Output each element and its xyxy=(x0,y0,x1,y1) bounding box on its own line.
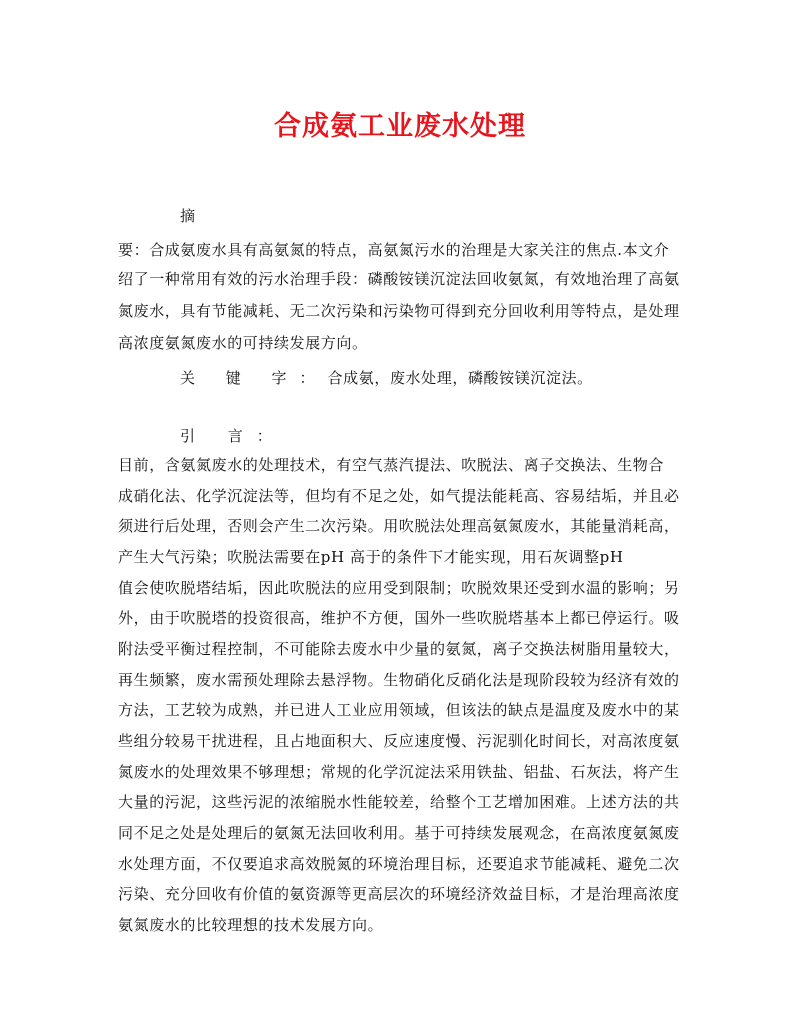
abstract-label: 摘 xyxy=(180,207,196,225)
abstract-line: 氮废水，具有节能减耗、无二次污染和污染物可得到充分回收利用等特点，是处理 xyxy=(118,302,680,320)
body-line: 大量的污泥，这些污泥的浓缩脱水性能较差，给整个工艺增加困难。上述方法的共 xyxy=(118,793,680,811)
body-line: 同不足之处是处理后的氨氮无法回收利用。基于可持续发展观念，在高浓度氨氮废 xyxy=(118,824,680,842)
body-line: 附法受平衡过程控制，不可能除去废水中少量的氨氮，离子交换法树脂用量较大， xyxy=(118,640,680,658)
abstract-line: 要：合成氨废水具有高氨氮的特点，高氨氮污水的治理是大家关注的焦点.本文介 xyxy=(118,241,670,259)
introduction-row xyxy=(180,426,286,446)
body-line: 水处理方面，不仅要追求高效脱氮的环境治理目标，还要追求节能减耗、避免二次 xyxy=(118,855,680,873)
body-line: 值会使吹脱塔结垢，因此吹脱法的应用受到限制；吹脱效果还受到水温的影响；另 xyxy=(118,579,680,597)
body-line: 外，由于吹脱塔的投资很高，维护不方便，国外一些吹脱塔基本上都已停运行。吸 xyxy=(118,609,680,627)
keywords-text: 合成氨，废水处理，磷酸铵镁沉淀法。 xyxy=(327,369,593,387)
body-line: 再生频繁，废水需预处理除去悬浮物。生物硝化反硝化法是现阶段较为经济有效的 xyxy=(118,671,680,689)
body-line: 氨氮废水的比较理想的技术发展方向。 xyxy=(118,916,384,934)
body-line: 些组分较易干扰进程，且占地面积大、反应速度慢、污泥驯化时间长，对高浓度氨 xyxy=(118,732,680,750)
body-line: 氮废水的处理效果不够理想；常规的化学沉淀法采用铁盐、铝盐、石灰法，将产生 xyxy=(118,763,680,781)
body-line: 污染、充分回收有价值的氨资源等更高层次的环境经济效益目标，才是治理高浓度 xyxy=(118,885,680,903)
body-line: 目前，含氨氮废水的处理技术，有空气蒸汽提法、吹脱法、离子交换法、生物合 xyxy=(118,456,665,474)
document-title: 合成氨工业废水处理 xyxy=(274,111,526,142)
abstract-line: 绍了一种常用有效的污水治理手段：磷酸铵镁沉淀法回收氨氮，有效地治理了高氨 xyxy=(118,270,680,288)
body-line: 方法，工艺较为成熟，并已进人工业应用领域，但该法的缺点是温度及废水中的某 xyxy=(118,701,680,719)
abstract-line: 高浓度氨氮废水的可持续发展方向。 xyxy=(118,334,368,352)
body-line: 须进行后处理，否则会产生二次污染。用吹脱法处理高氨氮废水，其能量消耗高， xyxy=(118,517,680,535)
keywords-label: 关 键 字： xyxy=(180,369,328,387)
body-line: 产生大气污染；吹脱法需要在pH 高于的条件下才能实现，用石灰调整pH xyxy=(118,548,624,566)
introduction-label: 引 言： xyxy=(180,427,286,445)
keywords-row xyxy=(180,368,593,388)
body-line: 成硝化法、化学沉淀法等，但均有不足之处，如气提法能耗高、容易结垢，并且必 xyxy=(118,487,680,505)
